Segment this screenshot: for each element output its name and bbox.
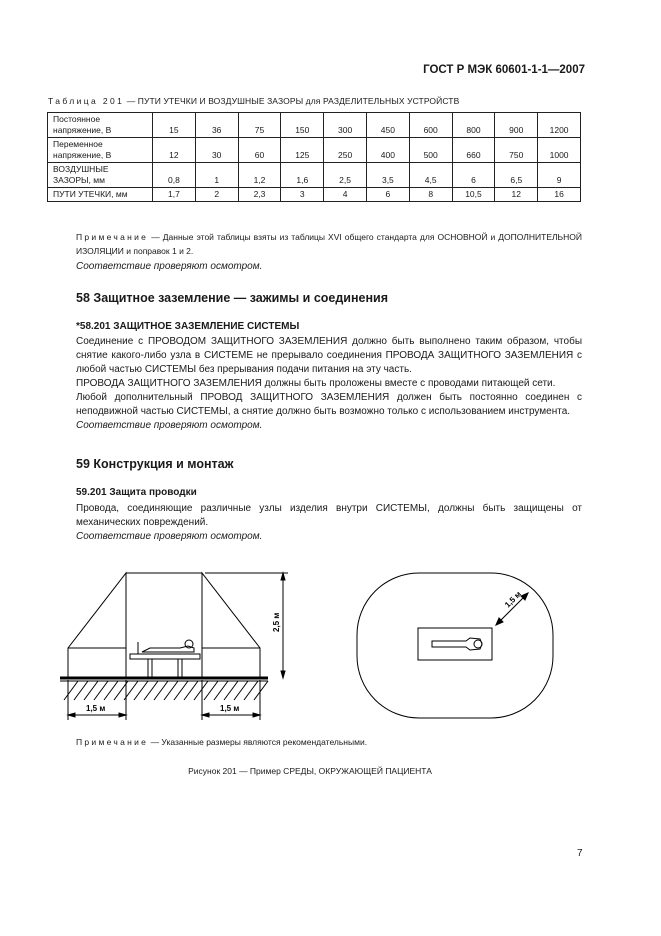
section-59201-title: 59.201 Защита проводки: [76, 487, 197, 498]
table-cell: 9: [538, 163, 581, 188]
table-cell: 60: [238, 138, 281, 163]
paragraph: ПРОВОДА ЗАЩИТНОГО ЗАЗЕМЛЕНИЯ должны быть проложены вместе с проводами питающей сети.: [76, 378, 556, 389]
table-cell: 16: [538, 188, 581, 202]
table-cell: 4: [324, 188, 367, 202]
ground: [60, 678, 268, 700]
table-caption: [48, 96, 459, 106]
table-cell: 1,6: [281, 163, 324, 188]
table-cell: 250: [324, 138, 367, 163]
dimension-right: [202, 680, 260, 720]
environment-envelope: [68, 573, 260, 678]
table-cell: 150: [281, 113, 324, 138]
table-cell: 12: [153, 138, 196, 163]
table-cell: 4,5: [409, 163, 452, 188]
table-cell: 15: [153, 113, 196, 138]
row-label: ВОЗДУШНЫЕ ЗАЗОРЫ, мм: [48, 163, 153, 188]
plan-view: [357, 573, 553, 718]
dim-height: 2,5 м: [272, 612, 281, 632]
table-row: [48, 188, 581, 202]
leakage-table: [47, 112, 581, 202]
note-text: — Данные этой таблицы взяты из таблицы XVI общего стандарта для ОСНОВНОЙ и ДОПОЛНИТЕЛЬНОЙ ИЗОЛЯЦИИ и поправок 1 и 2.: [76, 232, 582, 256]
compliance-text-1: Соответствие проверяют осмотром.: [76, 261, 263, 272]
table-caption-text: — ПУТИ УТЕЧКИ И ВОЗДУШНЫЕ ЗАЗОРЫ для РАЗДЕЛИТЕЛЬНЫХ УСТРОЙСТВ: [124, 96, 460, 106]
table-cell: 660: [452, 138, 495, 163]
patient-environment-figure: [50, 570, 590, 730]
dim-width-left: 1,5 м: [86, 704, 106, 713]
table-cell: 30: [195, 138, 238, 163]
table-cell: 750: [495, 138, 538, 163]
section-58201-title: *58.201 ЗАЩИТНОЕ ЗАЗЕМЛЕНИЕ СИСТЕМЫ: [76, 321, 300, 332]
table-cell: 36: [195, 113, 238, 138]
row-label: Постоянное напряжение, В: [48, 113, 153, 138]
section-58-body: [76, 335, 582, 433]
table-cell: 500: [409, 138, 452, 163]
table-cell: 800: [452, 113, 495, 138]
table-cell: 2: [195, 188, 238, 202]
table-cell: 1: [195, 163, 238, 188]
dim-width-right: 1,5 м: [220, 704, 240, 713]
section-59-body: [76, 502, 582, 544]
table-cell: 1000: [538, 138, 581, 163]
dim-radius: 1,5 м: [503, 589, 524, 610]
page-number: 7: [577, 848, 583, 859]
table-row: [48, 163, 581, 188]
table-cell: 2,5: [324, 163, 367, 188]
table-cell: 6: [452, 163, 495, 188]
table-row: [48, 113, 581, 138]
paragraph: Провода, соединяющие различные узлы изделия внутри СИСТЕМЫ, должны быть защищены от механических повреждений.: [76, 503, 582, 528]
table-caption-prefix: Таблица 201: [48, 96, 125, 106]
figure-note: [76, 737, 367, 747]
paragraph: Соединение с ПРОВОДОМ ЗАЩИТНОГО ЗАЗЕМЛЕНИЯ должно быть выполнено таким образом, чтобы снятие какого-либо узла в СИСТЕМЕ не прерывало соединения ПРОВОДА ЗАЩИТНОГО ЗАЗЕМЛЕНИЯ с любой частью СИСТЕМЫ без прерывания подачи питания на эту часть.: [76, 336, 582, 375]
section-58-title: 58 Защитное заземление — зажимы и соединения: [76, 291, 389, 305]
table-cell: 1,2: [238, 163, 281, 188]
dimension-left: [68, 680, 126, 720]
document-header: ГОСТ Р МЭК 60601-1-1—2007: [423, 64, 585, 76]
table-note: [76, 230, 582, 258]
row-label: ПУТИ УТЕЧКИ, мм: [48, 188, 153, 202]
compliance-text-2: Соответствие проверяют осмотром.: [76, 420, 263, 431]
table-cell: 10,5: [452, 188, 495, 202]
table-cell: 400: [366, 138, 409, 163]
bed-with-patient: [130, 640, 200, 678]
table-cell: 1200: [538, 113, 581, 138]
table-cell: 125: [281, 138, 324, 163]
table-cell: 0,8: [153, 163, 196, 188]
section-59-title: 59 Конструкция и монтаж: [76, 457, 234, 471]
table-cell: 450: [366, 113, 409, 138]
table-cell: 6,5: [495, 163, 538, 188]
figure-caption: Рисунок 201 — Пример СРЕДЫ, ОКРУЖАЮЩЕЙ ПАЦИЕНТА: [188, 766, 432, 776]
table-cell: 8: [409, 188, 452, 202]
paragraph: Любой дополнительный ПРОВОД ЗАЩИТНОГО ЗАЗЕМЛЕНИЯ должен быть постоянно соединен с неподвижной частью СИСТЕМЫ, а снятие должно быть возможно только с использованием инструмента.: [76, 392, 582, 417]
table-cell: 300: [324, 113, 367, 138]
table-cell: 6: [366, 188, 409, 202]
table-cell: 900: [495, 113, 538, 138]
table-cell: 600: [409, 113, 452, 138]
table-cell: 1,7: [153, 188, 196, 202]
note-prefix: Примечание: [76, 232, 149, 242]
compliance-text-3: Соответствие проверяют осмотром.: [76, 531, 263, 542]
note-text: — Указанные размеры являются рекомендательными.: [148, 737, 368, 747]
row-label: Переменное напряжение, В: [48, 138, 153, 163]
table-cell: 2,3: [238, 188, 281, 202]
table-cell: 12: [495, 188, 538, 202]
table-cell: 3: [281, 188, 324, 202]
table-row: [48, 138, 581, 163]
note-prefix: Примечание: [76, 737, 149, 747]
table-cell: 75: [238, 113, 281, 138]
table-cell: 3,5: [366, 163, 409, 188]
